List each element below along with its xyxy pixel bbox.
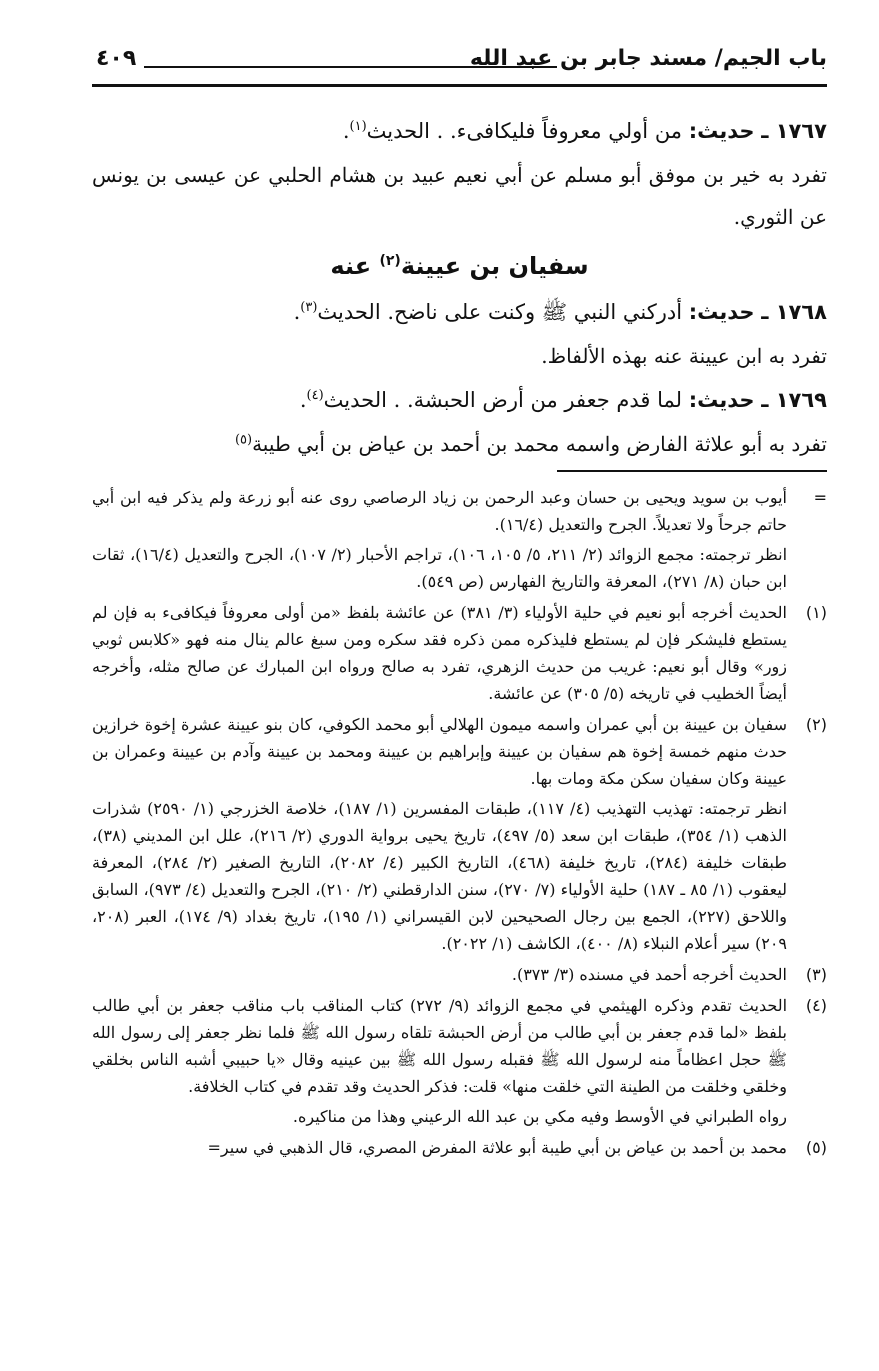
footnote-marker: (٢) [805, 715, 827, 734]
hadith-1769 [92, 377, 827, 423]
footnote-marker: (٥) [805, 1138, 827, 1157]
footnote-body [92, 599, 787, 707]
footnote-body [92, 992, 787, 1130]
footnote-ref: (٤) [306, 388, 324, 403]
footnote-ref: (٥) [234, 432, 253, 448]
page-number: ٤٠٩ [96, 46, 137, 71]
footnote-paragraph: أيوب بن سويد ويحيى بن حسان وعبد الرحمن بن زياد الرصاصي روى عنه أبو زرعة ولم يذكر فيه ابن أبي حاتم جرحاً ولا تعديلاً. الجرح والتعديل (١٦/٤). [92, 488, 787, 534]
footnote-1 [92, 599, 827, 707]
footnote-3 [92, 961, 827, 988]
note-1769-text: تفرد به أبو علاثة الفارض واسمه محمد بن أحمد بن عياض بن أبي طيبة [252, 432, 827, 456]
header-rule [144, 66, 557, 68]
hadith-end: . [299, 388, 307, 412]
hadith-number: ١٧٦٧ ـ [761, 119, 827, 143]
footnote-paragraph: الحديث أخرجه أبو نعيم في حلية الأولياء (٣/ ٣٨١) عن عائشة بلفظ «من أولى معروفاً فيكافىء به فإن لم يستطع فليشكر فإن لم يستطع فليذكره ممن ذكره فقد سكره ومن سبغ عالم ينال منه فهو «كلابس ثوبي زور» وقال أبو نعيم: غريب من حديث الزهري، تفرد به صالح ورواه ابن المبارك عن صالح مثله، وأخرجه أيضاً الخطيب في تاريخه (٥/ ٣٠٥) عن عائشة. [92, 603, 788, 703]
note-1768: تفرد به ابن عيينة عنه بهذه الألفاظ. [541, 344, 827, 368]
hadith-number: ١٧٦٨ ـ [761, 300, 827, 324]
footnote-marker: = [813, 488, 827, 507]
hadith-1767 [92, 108, 827, 154]
footnote-ref: (١) [349, 119, 367, 134]
footnote-marker: (٤) [805, 996, 827, 1015]
footnote-paragraph: سفيان بن عيينة بن أبي عمران واسمه ميمون الهلالي أبو محمد الكوفي، كان بنو عيينة عشرة إخوة خرازين حدث منهم خمسة إخوة هم سفيان بن عيينة وإبراهيم بن عيينة ومحمد بن عيينة وآدم بن عيينة وعمران بن عيينة وكان سفيان سكن مكة ومات بها. [92, 715, 787, 788]
footnote-paragraph: انظر ترجمته: تهذيب التهذيب (٤/ ١١٧)، طبقات المفسرين (١/ ١٨٧)، خلاصة الخزرجي (١/ ٢٥٩٠) شذرات الذهب (١/ ٣٥٤)، طبقات ابن سعد (٥/ ٤٩٧)، تاريخ يحيى برواية الدوري (٢/ ٢١٦)، علل ابن المديني (٣٨)، طبقات خليفة (٢٨٤)، تاريخ خليفة (٤٦٨)، التاريخ الكبير (٤/ ٢٠٨٢)، التاريخ الصغير (٢/ ٢٨٤)، المعرفة ليعقوب (١/ ٨٥ ـ ١٨٧) حلية الأولياء (٧/ ٢٧٠)، سنن الدارقطني (٢/ ٢١٠)، الجرح والتعديل (٤/ ٩٧٣)، السابق واللاحق (٢٢٧)، الجمع بين رجال الصحيحين لابن القيسراني (١/ ١٩٥)، تاريخ بغداد (٩/ ١٧٤)، العبر (٢٠٨، ٢٠٩) سير أعلام النبلاء (٨/ ٤٠٠)، الكاشف (١/ ٢٠٢٢). [92, 799, 788, 953]
footnote-paragraph: رواه الطبراني في الأوسط وفيه مكي بن عبد الله الرعيني وهذا من مناكيره. [292, 1107, 787, 1126]
section-title: سفيان بن عيينة [400, 252, 589, 280]
footnote-2 [92, 711, 827, 957]
footnote-4 [92, 992, 827, 1130]
section-suffix: عنه [330, 252, 372, 280]
page-header [92, 44, 827, 87]
footnotes [92, 484, 827, 1165]
hadith-1768 [92, 289, 827, 335]
hadith-label: حديث: [688, 119, 755, 143]
footnote-paragraph: الحديث أخرجه أحمد في مسنده (٣/ ٣٧٣). [511, 965, 787, 984]
footnote-5 [92, 1134, 827, 1161]
hadith-text: من أولي معروفاً فليكافىء. . الحديث [366, 119, 683, 143]
hadith-end: . [342, 119, 350, 143]
hadith-text: لما قدم جعفر من أرض الحبشة. . الحديث [323, 388, 683, 412]
main-text [92, 108, 827, 465]
footnote-body [92, 1134, 787, 1161]
footnote-paragraph: الحديث تقدم وذكره الهيثمي في مجمع الزوائد (٩/ ٢٧٢) كتاب المناقب باب مناقب جعفر بن أبي طالب بلفظ «لما قدم جعفر بن أبي طالب من أرض الحبشة تلقاه رسول الله ﷺ فلما نظر جعفر إلى رسول الله ﷺ حجل اعظاماً منه لرسول الله ﷺ فقبله رسول الله ﷺ بين عينيه وقال «يا حبيبي أشبه الناس بخلقي وخلقي وخلقت من الطينة التي خلقت منها» قلت: فذكر الحديث وقد تقدم في كتاب الخلافة. [92, 996, 788, 1096]
hadith-end: . [293, 300, 301, 324]
section-footnote-ref: (٢) [379, 253, 401, 269]
hadith-label: حديث: [688, 300, 755, 324]
footnote-continued [92, 484, 827, 595]
footnote-ref: (٣) [300, 300, 318, 315]
hadith-number: ١٧٦٩ ـ [761, 388, 827, 412]
footnote-body [92, 961, 787, 988]
footnote-separator [557, 470, 827, 472]
hadith-text: أدركني النبي ﷺ وكنت على ناضح. الحديث [317, 300, 683, 324]
note-1769 [92, 423, 827, 465]
running-title: باب الجيم/ مسند جابر بن عبد الله [469, 46, 827, 71]
footnote-paragraph: انظر ترجمته: مجمع الزوائد (٢/ ٢١١، ٥/ ١٠٥، ١٠٦)، تراجم الأحبار (٢/ ١٠٧)، الجرح والتعديل (١٦/٤)، ثقات ابن حبان (٨/ ٢٧١)، المعرفة والتاريخ الفهارس (ص ٥٤٩). [92, 545, 788, 591]
hadith-label: حديث: [688, 388, 755, 412]
footnote-marker: (٣) [805, 965, 827, 984]
footnote-body [92, 711, 787, 957]
footnote-marker: (١) [805, 603, 827, 622]
section-heading [92, 238, 827, 289]
footnote-paragraph: محمد بن أحمد بن عياض بن أبي طيبة أبو علاثة المفرض المصري، قال الذهبي في سير= [207, 1138, 787, 1157]
footnote-body [92, 484, 787, 595]
note-1767: تفرد به خير بن موفق أبو مسلم عن أبي نعيم عبيد بن هشام الحلبي عن عيسى بن يونس عن الثوري. [92, 163, 827, 229]
